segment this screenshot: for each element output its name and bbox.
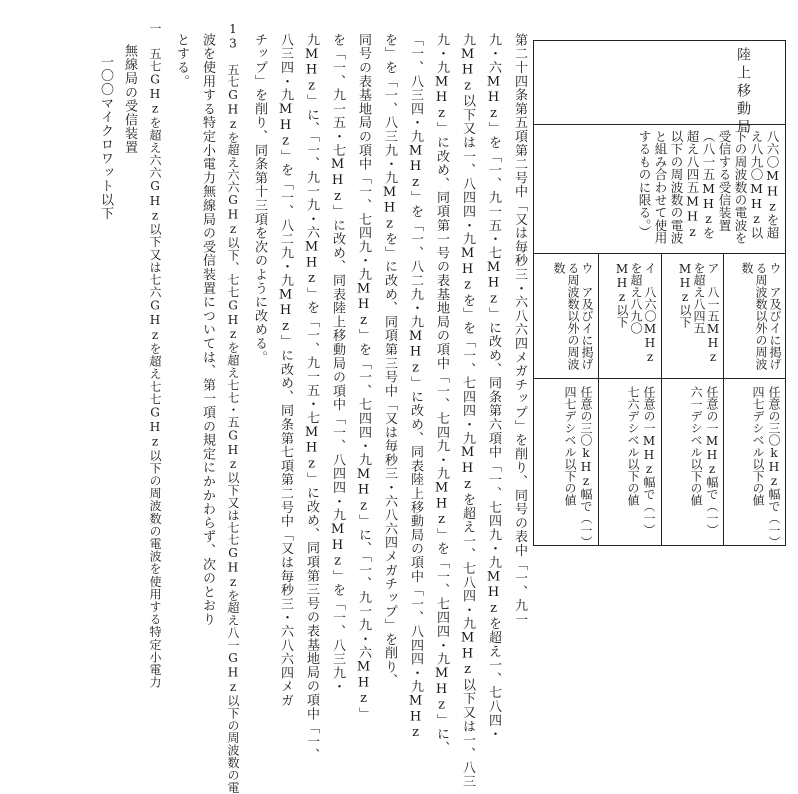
table-freq-cell: ア 八一五MHzを超え八四五MHz以下 — [678, 262, 720, 364]
table-freq-cell: ウ ア及びイに掲げる周波数以外の周波数 — [740, 262, 782, 370]
table-divider — [533, 378, 786, 379]
body-line: 一〇〇マイクロワット以下 — [98, 55, 113, 221]
table-divider — [723, 253, 724, 546]
table-freq-cell: ウ ア及びイに掲げる周波数以外の周波数 — [552, 262, 594, 370]
table-header-label: 陸上移動局 — [735, 47, 751, 137]
body-line: 同号の表基地局の項中「一、七四九・九MHz」を「一、七四四・九MHz」に、「一、九一九・六MHz」 — [356, 33, 371, 721]
table-divider — [661, 253, 662, 546]
body-line: 一 五七GHzを超え六六GHz以下又は七六GHzを超え七七GHz以下の周波数の電波を使用する特定小電力 — [148, 22, 162, 689]
table-value-cell: 任意の三〇kHz幅で（一）四七デシベル以下の値 — [751, 386, 781, 542]
table-value-cell: 任意の一MHz幅で（一）七六デシベル以下の値 — [626, 386, 656, 536]
table-divider — [598, 253, 599, 546]
body-line: とする。 — [174, 33, 189, 89]
body-line: 八三四・九MHz」を「一、八二九・九MHz」に改め、同条第七項第二号中「又は毎秒三・六八六四メガ — [278, 33, 293, 708]
body-line: を」を「一、八三九・九MHzを」に改め、同項第三号中「又は毎秒三・六八六四メガチップ」を削り、 — [382, 33, 397, 688]
table-value-cell: 任意の三〇kHz幅で（一）四七デシベル以下の値 — [563, 386, 593, 542]
table-divider — [533, 253, 786, 254]
body-line: 九MHz」に、「一、九一九・六MHz」を「一、九一五・七MHz」に改め、同項第三号の表基地局の項中「一、 — [304, 33, 319, 763]
body-line: 九・九MHz」に改め、同項第一号の表基地局の項中「一、七四九・九MHz」を「一、七四四・九MHz」に、 — [434, 33, 449, 755]
body-line: 「一、八三四・九MHz」を「一、八二九・九MHz」に改め、同表陸上移動局の項中「一、八四四・九MHz — [408, 33, 423, 741]
body-line: チップ」を削り、同条第十三項を次のように改める。 — [252, 33, 267, 365]
body-line: 九MHz以下又は一、八四四・九MHzを」を「一、七四四・九MHzを超え一、七八四・九MHz以下又は一、八三 — [460, 33, 475, 789]
body-line: を「一、九一五・七MHz」に改め、同表陸上移動局の項中「一、八四四・九MHz」を「一、八三九・ — [330, 33, 345, 694]
body-line: 第二十四条第五項第二号中「又は毎秒三・六八六四メガチップ」を削り、同号の表中「一、九一 — [512, 33, 527, 627]
table-freq-cell: イ 八六〇MHzを超え八九〇MHz以下 — [615, 262, 657, 364]
body-line: 13 五七GHzを超え六六GHz以下、七七GHzを超え七七・五GHz以下又は七七GHzを超え八一GHz以下の周波数の電 — [226, 22, 240, 794]
body-line: 波を使用する特定小電力無線局の受信装置については、第一項の規定にかかわらず、次のとおり — [200, 33, 215, 627]
body-line: 九・六MHz」を「一、九一五・七MHz」に改め、同条第六項中「一、七四九・九MHzを超え一、七八四・ — [486, 33, 501, 741]
body-line: 無線局の受信装置 — [122, 44, 137, 155]
table-value-cell: 任意の一MHz幅で（一）六一デシベル以下の値 — [689, 386, 719, 536]
table-condition-cell: 八六〇MHzを超え八九〇MHz以下の周波数の電波を受信する受信装置（八一五MHzを超え八四五MHz以下の周波数の電波と組み合わせて使用するものに限る。） — [637, 130, 780, 245]
